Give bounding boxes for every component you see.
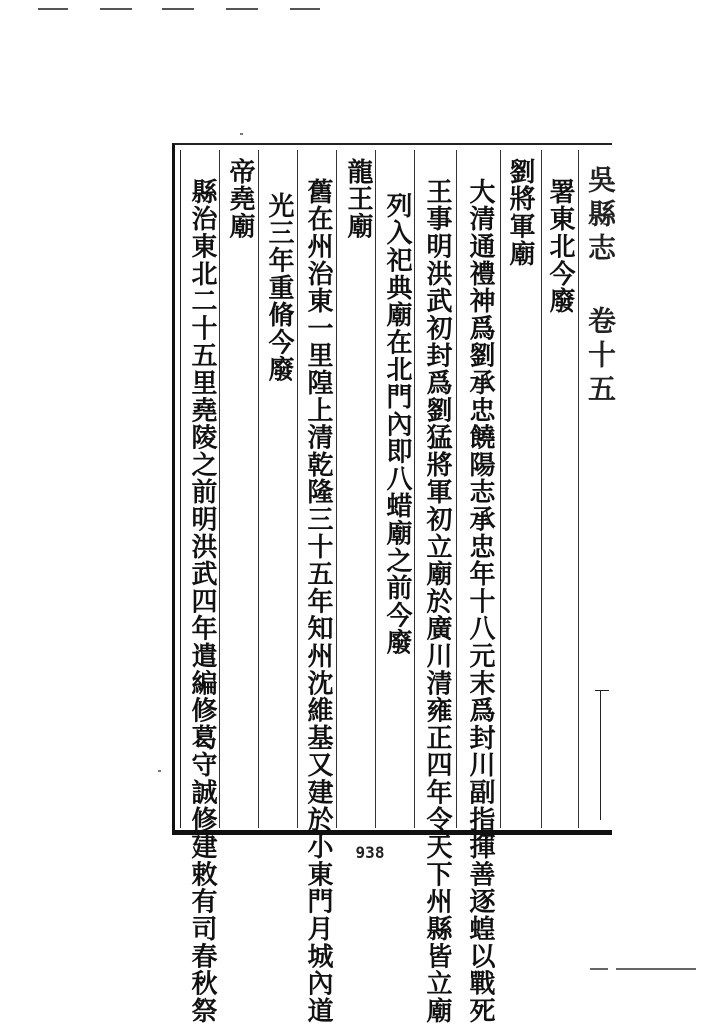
column-rule <box>375 150 376 828</box>
column-rule <box>258 150 259 828</box>
book-title-side: 吳縣志 卷十五 <box>584 165 617 408</box>
text-column-5: 列入祀典廟在北門內即八蜡廟之前今廢 <box>382 192 412 657</box>
scan-mark-top-5 <box>290 8 320 10</box>
margin-rule <box>595 690 609 691</box>
text-column-2: 劉將軍廟 <box>505 158 535 268</box>
column-rule <box>219 150 220 828</box>
column-rule <box>456 150 457 828</box>
text-column-8: 光三年重脩今廢 <box>264 192 294 384</box>
text-column-3: 大清通禮神爲劉承忠饒陽志承忠年十八元末爲封川副指揮善逐蝗以戰死 <box>465 178 495 1024</box>
scan-mark-top-1 <box>38 8 68 10</box>
scan-mark-bottom-1 <box>590 968 608 970</box>
scan-mark-top-3 <box>162 8 194 10</box>
scan-mark-bottom-2 <box>616 968 696 970</box>
column-rule <box>414 150 415 828</box>
column-rule <box>336 150 337 828</box>
scan-mark-top-2 <box>100 8 132 10</box>
text-column-9: 帝堯廟 <box>225 158 255 240</box>
page-number: 938 <box>355 843 385 862</box>
scan-mark-top-4 <box>226 8 258 10</box>
frame-inner-rule <box>180 150 181 828</box>
column-rule <box>297 150 298 828</box>
text-column-10: 縣治東北二十五里堯陵之前明洪武四年遣編修葛守誠修建敕有司春秋祭 <box>187 178 217 1024</box>
scan-speck <box>158 770 161 772</box>
text-column-6: 龍王廟 <box>343 158 373 240</box>
text-column-7: 舊在州治東一里隍上清乾隆三十五年知州沈維基又建於小東門月城內道 <box>303 178 333 1024</box>
text-column-1: 署東北今廢 <box>545 178 575 315</box>
margin-rule <box>600 690 601 820</box>
column-rule <box>500 150 501 828</box>
text-column-4: 王事明洪武初封爲劉猛將軍初立廟於廣川清雍正四年令天下州縣皆立廟 <box>422 178 452 1024</box>
column-rule <box>541 150 542 828</box>
column-rule <box>578 150 579 828</box>
scan-speck <box>240 133 243 135</box>
